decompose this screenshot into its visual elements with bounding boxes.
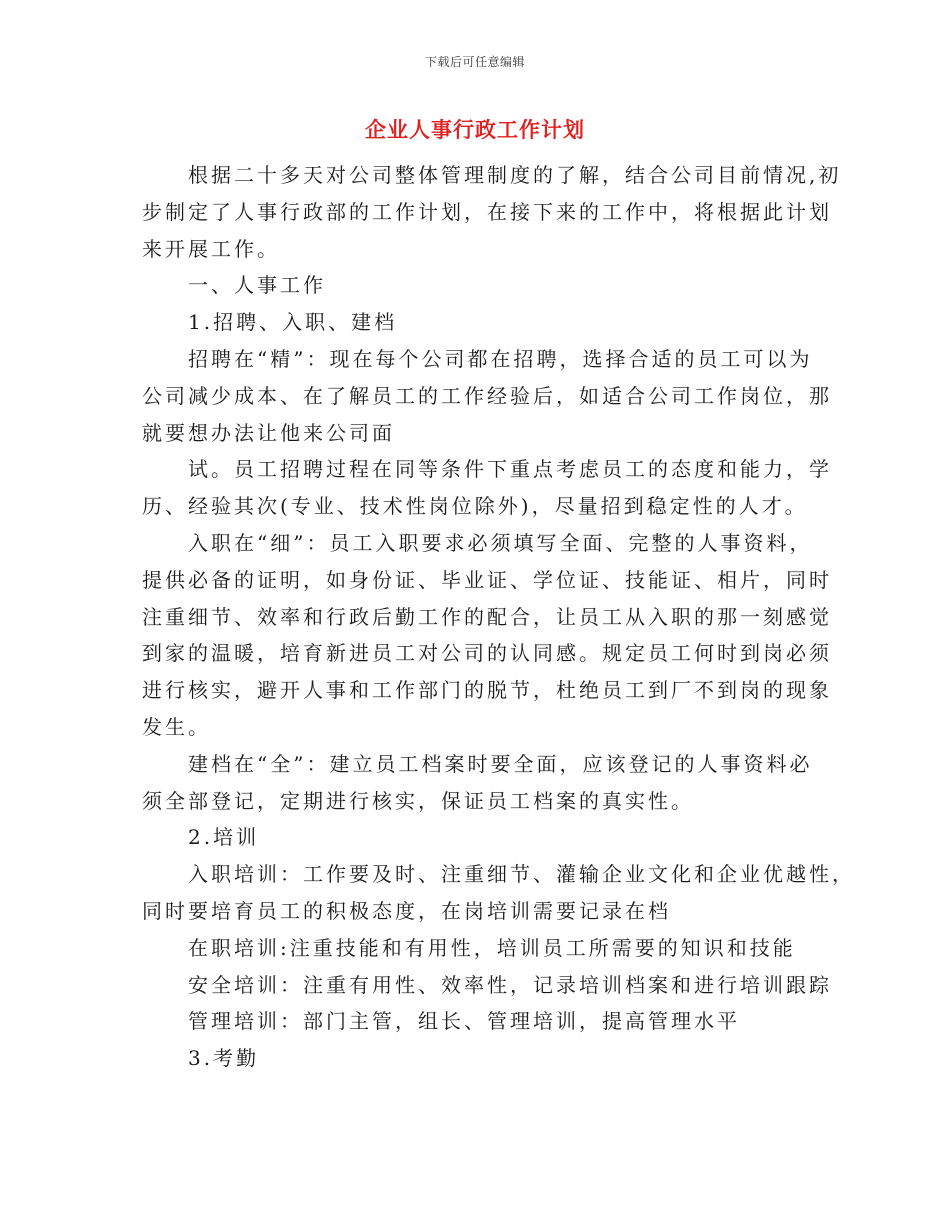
document-title: 企业人事行政工作计划 [365, 117, 585, 142]
text-line: 招聘在“精”：现在每个公司都在招聘，选择合适的员工可以为 [188, 346, 813, 371]
document-body [142, 157, 855, 1077]
text-line: 就要想办法让他来公司面 [142, 420, 395, 445]
text-line: 管理培训：部门主管，组长、管理培训，提高管理水平 [188, 1009, 740, 1034]
text-line: 须全部登记，定期进行核实，保证员工档案的真实性。 [142, 788, 694, 813]
text-line: 1.招聘、入职、建档 [188, 310, 398, 335]
text-line: 提供必备的证明，如身份证、毕业证、学位证、技能证、相片，同时 [142, 567, 832, 592]
text-line: 建档在“全”：建立员工档案时要全面，应该登记的人事资料必 [188, 751, 813, 776]
text-line: 入职培训：工作要及时、注重细节、灌输企业文化和企业优越性， [188, 862, 855, 887]
text-line: 来开展工作。 [142, 236, 280, 261]
text-line: 到家的温暖，培育新进员工对公司的认同感。规定员工何时到岗必须 [142, 641, 832, 666]
text-line: 历、经验其次(专业、技术性岗位除外)，尽量招到稳定性的人才。 [142, 494, 808, 519]
text-line: 进行核实，避开人事和工作部门的脱节，杜绝员工到厂不到岗的现象 [142, 678, 832, 703]
text-line: 入职在“细”：员工入职要求必须填写全面、完整的人事资料， [188, 530, 813, 555]
text-line: 3.考勤 [188, 1046, 260, 1071]
text-line: 同时要培育员工的积极态度，在岗培训需要记录在档 [142, 898, 671, 923]
text-line: 步制定了人事行政部的工作计划，在接下来的工作中，将根据此计划 [142, 199, 832, 224]
text-line: 发生。 [142, 714, 211, 739]
text-line: 安全培训：注重有用性、效率性，记录培训档案和进行培训跟踪 [188, 972, 832, 997]
text-line: 试。员工招聘过程在同等条件下重点考虑员工的态度和能力，学 [188, 457, 832, 482]
text-line: 一、人事工作 [188, 273, 326, 298]
header-note: 下载后可任意编辑 [424, 55, 525, 69]
text-line: 在职培训:注重技能和有用性，培训员工所需要的知识和技能 [188, 935, 796, 960]
text-line: 根据二十多天对公司整体管理制度的了解，结合公司目前情况,初 [188, 163, 842, 187]
text-line: 注重细节、效率和行政后勤工作的配合，让员工从入职的那一刻感觉 [142, 604, 832, 629]
text-line: 2.培训 [188, 825, 260, 850]
text-line: 公司减少成本、在了解员工的工作经验后，如适合公司工作岗位，那 [142, 383, 832, 408]
